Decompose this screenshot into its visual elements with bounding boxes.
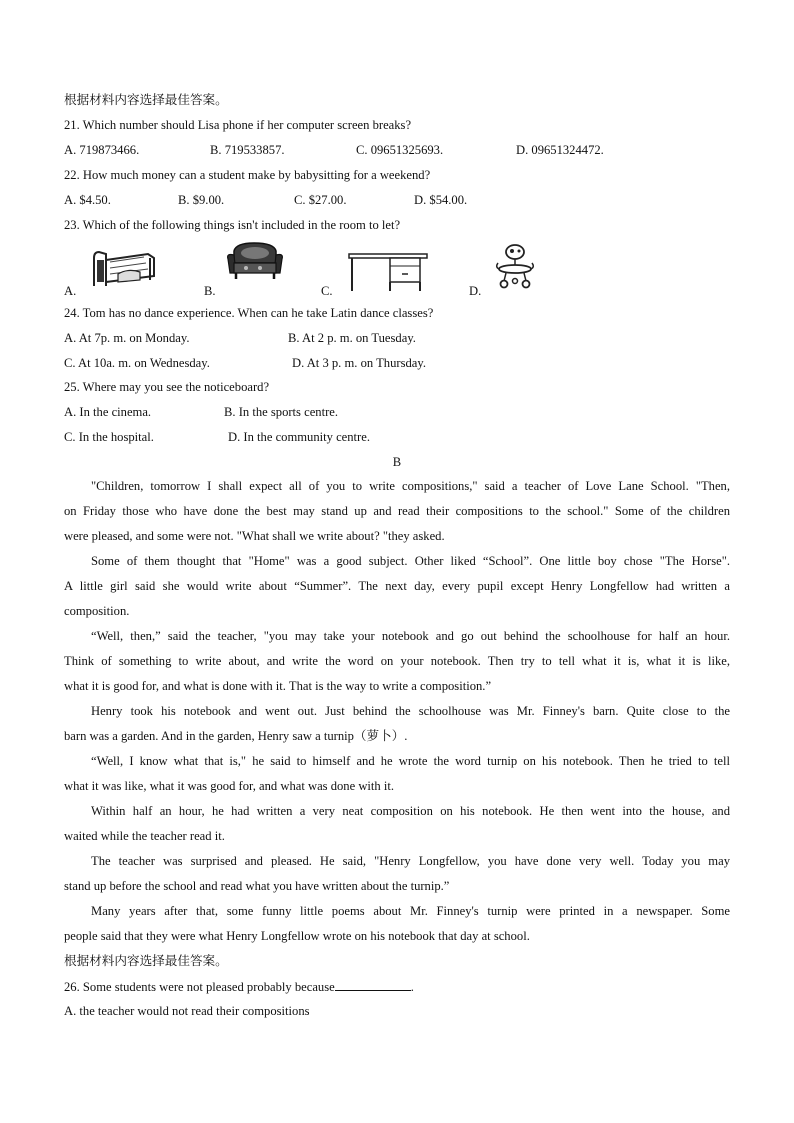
passage-line: on Friday those who have done the best may stand up and read their compositions to the school." Some of the children [64, 504, 730, 518]
q25-option-a: A. In the cinema. [64, 405, 152, 419]
q25-option-c: C. In the hospital. [64, 430, 154, 444]
passage-line: Within half an hour, he had written a very neat composition on his notebook. He then went into the house, and [91, 804, 730, 818]
question-24-options-row2 [64, 355, 744, 371]
question-24-stem: 24. Tom has no dance experience. When can he take Latin dance classes? [64, 306, 434, 320]
q24-option-b: B. At 2 p. m. on Tuesday. [288, 331, 416, 345]
passage-line: "Children, tomorrow I shall expect all of you to write compositions," said a teacher of Love Lane School. "Then, [91, 479, 730, 493]
toy-robot-icon [492, 243, 538, 291]
q21-option-a: A. 719873466. [64, 143, 140, 157]
q24-option-d: D. At 3 p. m. on Thursday. [292, 356, 426, 370]
desk-icon [348, 252, 428, 292]
passage-line: composition. [64, 604, 130, 618]
q24-option-c: C. At 10a. m. on Wednesday. [64, 356, 210, 370]
instruction-heading: 根据材料内容选择最佳答案。 [64, 93, 228, 107]
question-26-stem [64, 978, 414, 995]
answer-blank [335, 978, 411, 991]
instruction-heading-2: 根据材料内容选择最佳答案。 [64, 954, 228, 968]
passage [64, 474, 730, 949]
q22-option-b: B. $9.00. [178, 193, 225, 207]
passage-line: barn was a garden. And in the garden, Henry saw a turnip（萝卜）. [64, 729, 408, 743]
q26-stem-end: . [410, 980, 414, 994]
question-21-stem: 21. Which number should Lisa phone if her computer screen breaks? [64, 118, 412, 132]
q25-option-b: B. In the sports centre. [224, 405, 339, 419]
passage-line: The teacher was surprised and pleased. He said, "Henry Longfellow, you have done very well. Today you may [91, 854, 730, 868]
bed-icon [88, 246, 158, 290]
question-22-options [64, 192, 744, 208]
q22-option-a: A. $4.50. [64, 193, 111, 207]
question-23-stem: 23. Which of the following things isn't included in the room to let? [64, 218, 401, 232]
passage-line: were pleased, and some were not. "What shall we write about? "they asked. [64, 529, 445, 543]
question-24-options-row1 [64, 330, 744, 346]
q21-option-d: D. 09651324472. [516, 143, 604, 157]
q24-option-a: A. At 7p. m. on Monday. [64, 331, 190, 345]
passage-line: waited while the teacher read it. [64, 829, 225, 843]
question-25-stem: 25. Where may you see the noticeboard? [64, 380, 270, 394]
q22-option-d: D. $54.00. [414, 193, 468, 207]
question-22-stem: 22. How much money can a student make by babysitting for a weekend? [64, 168, 431, 182]
q26-stem-text: 26. Some students were not pleased probably because [64, 980, 335, 994]
question-21-options [64, 142, 744, 158]
passage-line: “Well, then,” said the teacher, "you may take your notebook and go out behind the schoolhouse for half an hour. [91, 629, 730, 643]
q21-option-b: B. 719533857. [210, 143, 285, 157]
q26-option-a: A. the teacher would not read their compositions [64, 1004, 310, 1018]
q23-option-a: A. [64, 284, 77, 298]
passage-line: stand up before the school and read what you have written about the turnip.” [64, 879, 450, 893]
q22-option-c: C. $27.00. [294, 193, 347, 207]
q23-option-c: C. [321, 284, 333, 298]
question-25-options-row2 [64, 429, 744, 445]
passage-line: what it is good for, and what is done with it. That is the way to write a composition.” [64, 679, 492, 693]
question-25-options-row1 [64, 404, 744, 420]
passage-line: what it was like, what it was good for, and what was done with it. [64, 779, 395, 793]
q23-option-d: D. [469, 284, 482, 298]
q21-option-c: C. 09651325693. [356, 143, 444, 157]
armchair-icon [224, 241, 288, 283]
passage-line: Think of something to write about, and write the word on your notebook. Then try to tell what it is, what it is like, [64, 654, 730, 668]
passage-line: Some of them thought that "Home" was a good subject. Other liked “School”. One little boy chose "The Horse". [91, 554, 730, 568]
passage-line: Many years after that, some funny little poems about Mr. Finney's turnip were printed in a newspaper. Some [91, 904, 730, 918]
passage-line: people said that they were what Henry Longfellow wrote on his notebook that day at school. [64, 929, 530, 943]
passage-line: “Well, I know what that is," he said to himself and he wrote the word turnip on his notebook. Then he tried to tell [91, 754, 730, 768]
passage-line: A little girl said she would write about “Summer”. The next day, every pupil except Henry Longfellow had written a [64, 579, 730, 593]
q25-option-d: D. In the community centre. [228, 430, 370, 444]
q23-option-b: B. [204, 284, 216, 298]
section-b-heading: B [392, 455, 402, 469]
passage-line: Henry took his notebook and went out. Just behind the schoolhouse was Mr. Finney's barn. Quite close to the [91, 704, 730, 718]
